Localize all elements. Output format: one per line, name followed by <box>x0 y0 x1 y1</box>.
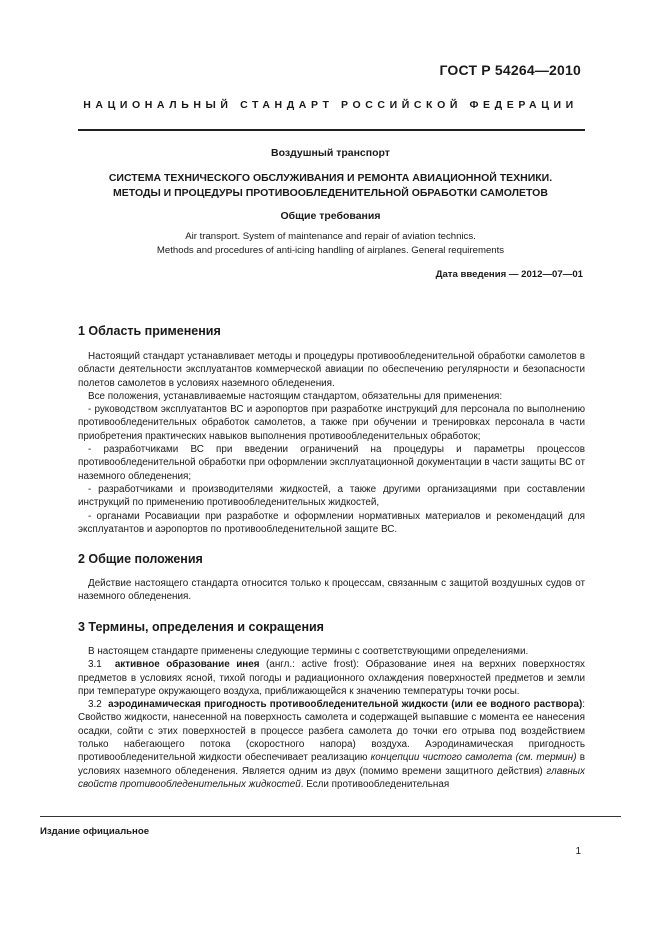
subtitle: Общие требования <box>280 210 381 222</box>
section-3-heading: 3 Термины, определения и сокращения <box>78 620 324 634</box>
section-1-paragraph: Настоящий стандарт устанавливает методы и процедуры противообледенительной обработки самолетов в области деятельности эксплуатантов коммерческой авиации по обеспечению регулярности и безопасности полетов самолетов в условиях наземного обледенения. <box>78 351 585 389</box>
term-definition: . Если противообледенительная <box>300 778 450 790</box>
section-1-list-item: - органами Росавиации при разработке и оформлении нормативных материалов и рекомендаций для эксплуатантов и аэропортов по противообледенительной защите ВС. <box>78 510 585 535</box>
official-edition-label: Издание официальное <box>40 826 150 837</box>
english-title-line-1: Air transport. System of maintenance and repair of aviation technics. <box>185 231 476 242</box>
term-definition: в условиях наземного обледенения. Является одним из двух (помимо времени защитного действия) <box>78 752 585 777</box>
header-divider <box>78 129 585 131</box>
footer-divider <box>40 816 621 817</box>
term-3-1 <box>78 658 585 698</box>
section-3-intro: В настоящем стандарте применены следующие термины с соответствующими определениями. <box>88 646 529 657</box>
standard-number: ГОСТ Р 54264—2010 <box>439 62 581 78</box>
main-title <box>60 171 601 201</box>
section-1-list-item: - разработчиками ВС при введении ограничений на процедуры и параметры процессов противообледенительной обработки при оформлении эксплуатационной документации в части защиты ВС от наземного обледенения; <box>78 444 585 482</box>
term-definition: (англ.: active frost): Образование инея на верхних поверхностях предметов в условиях ясной, тихой погоды и радиационного охлаждения поверхностей предметов и земли при температуре окружающего воздуха, приближающейся к значению температуры точки росы. <box>78 659 585 697</box>
national-standard-heading: НАЦИОНАЛЬНЫЙ СТАНДАРТ РОССИЙСКОЙ ФЕДЕРАЦИИ <box>83 99 578 111</box>
section-1-body <box>78 350 585 536</box>
term-definition: : Свойство жидкости, нанесенной на поверхность самолета и содержащей выпавшие с момента ее нанесения осадки, сойти с этих поверхностей в процессе разбега самолета до точки его отрыва под воздействием только набегающего потока (скоростного напора) воздуха. Аэродинамическая пригодность противообледенительной жидкости обеспечивает реализацию <box>78 699 585 764</box>
section-1-paragraph: Все положения, устанавливаемые настоящим стандартом, обязательны для применения: <box>88 390 503 402</box>
page-number: 1 <box>575 846 581 857</box>
term-reference: главных свойств противообледенительных жидкостей <box>78 765 585 790</box>
term-name: аэродинамическая пригодность противообледенительной жидкости (или ее водного раствора) <box>108 699 583 711</box>
english-title-line-2: Methods and procedures of anti-icing handling of airplanes. General requirements <box>156 245 505 256</box>
section-2-paragraph: Действие настоящего стандарта относится только к процессам, связанным с защитой воздушных судов от наземного обледенения. <box>78 578 585 603</box>
term-number: 3.2 <box>88 699 102 711</box>
main-title-line-2: МЕТОДЫ И ПРОЦЕДУРЫ ПРОТИВООБЛЕДЕНИТЕЛЬНОЙ ОБРАБОТКИ САМОЛЕТОВ <box>113 187 548 199</box>
category-title: Воздушный транспорт <box>271 147 390 159</box>
section-1-heading: 1 Область применения <box>78 324 221 338</box>
main-title-line-1: СИСТЕМА ТЕХНИЧЕСКОГО ОБСЛУЖИВАНИЯ И РЕМОНТА АВИАЦИОННОЙ ТЕХНИКИ. <box>108 172 553 184</box>
term-name: активное образование инея <box>114 659 260 671</box>
term-reference: концепции чистого самолета (см. термин) <box>370 752 577 764</box>
effective-date: Дата введения — 2012—07—01 <box>435 269 583 280</box>
english-title <box>60 230 601 258</box>
section-2-body <box>78 577 585 604</box>
section-1-list-item: - разработчиками и производителями жидкостей, а также другими организациями при составлении инструкций по применению противообледенительных жидкостей, <box>78 483 585 509</box>
term-3-2 <box>78 698 585 791</box>
section-3-body <box>78 645 585 791</box>
term-number: 3.1 <box>88 659 102 671</box>
section-1-list-item: - руководством эксплуатантов ВС и аэропортов при разработке инструкций для персонала по выполнению противообледенительных обработок самолетов, а также при обучении и тренировках персонала в части приобретения практических навыков выполнения противообледенительных обработок; <box>78 404 585 442</box>
section-2-heading: 2 Общие положения <box>78 552 203 566</box>
